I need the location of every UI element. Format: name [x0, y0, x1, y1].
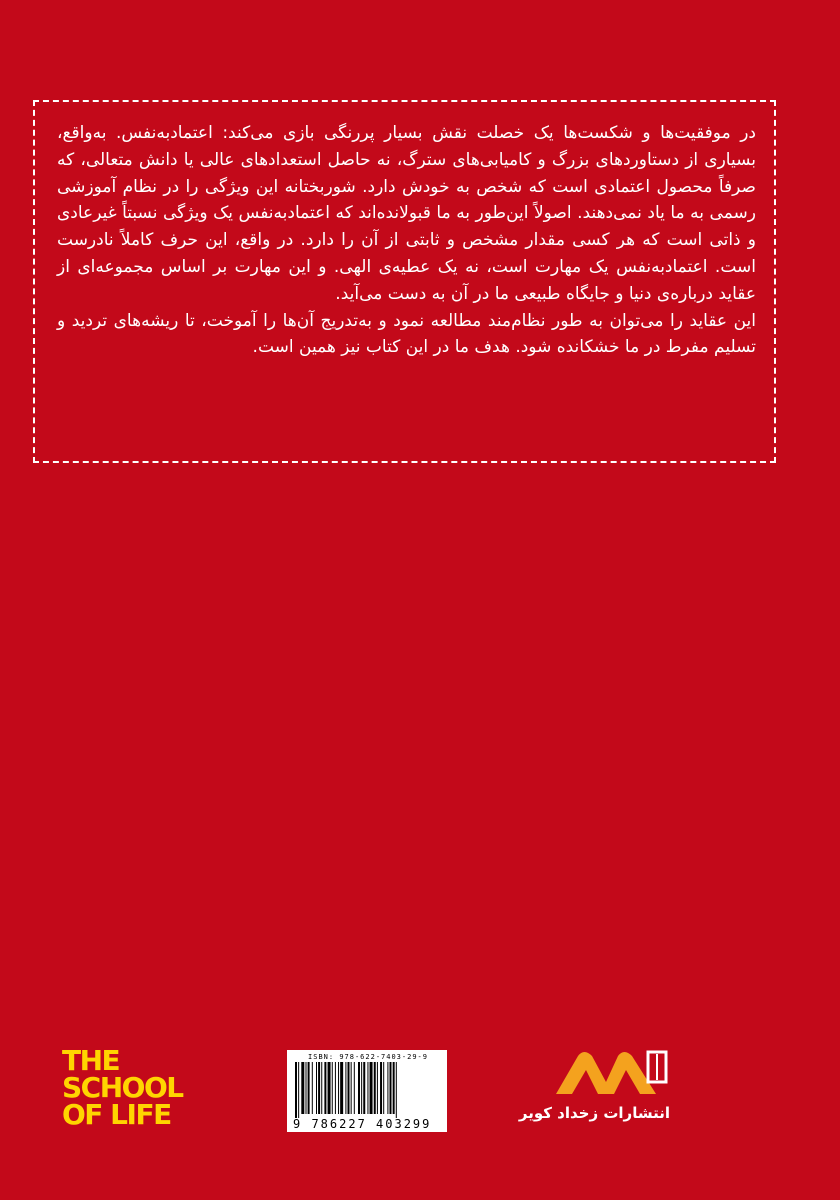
logo-line-1: THE [62, 1044, 120, 1077]
publisher-logo [518, 1042, 670, 1132]
isbn-label: ISBN: 978-622-7403-29-9 [308, 1053, 428, 1061]
back-cover-blurb [57, 120, 756, 361]
publisher-wave-logo-icon [548, 1042, 670, 1102]
the-school-of-life-logo [62, 1044, 183, 1131]
blurb-paragraph-1: در موفقیت‌ها و شکست‌ها یک خصلت نقش بسیار پررنگی بازی می‌کند: اعتمادبه‌نفس. به‌واقع، بسیاری از دستاوردهای بزرگ و کامیابی‌های سترگ، نه حاصل استعدادهای عالی یا دانش متعالی، که صرفاً محصول اعتمادی است که شخص به خودش دارد. شوربختانه این ویژگی را در نظام آموزشی رسمی به ما یاد نمی‌دهند. اصولاً این‌طور به ما قبولانده‌اند که اعتمادبه‌نفس یک ویژگی نسبتاً غیرعادی و ذاتی است که هر کسی مقدار مشخص و ثابتی از آن را دارد. در واقع، این حرف کاملاً نادرست است. اعتمادبه‌نفس یک مهارت است، نه یک عطیه‌ی الهی. و این مهارت بر اساس مجموعه‌ای از عقاید درباره‌ی دنیا و جایگاه طبیعی ما در آن به دست می‌آید. [57, 123, 756, 304]
logo-line-3: OF LIFE [62, 1098, 171, 1131]
publisher-name: انتشارات زخداد کویر [518, 1104, 670, 1122]
blurb-paragraph-2: این عقاید را می‌توان به طور نظام‌مند مطالعه نمود و به‌تدریج آن‌ها را آموخت، تا ریشه‌های تردید و تسلیم مفرط در ما خشکانده شود. هدف ما در این کتاب نیز همین است. [57, 310, 756, 358]
blurb-box [33, 100, 776, 463]
barcode-bars-icon [293, 1062, 443, 1118]
isbn-barcode [287, 1050, 447, 1132]
isbn-digits: 9 786227 403299 [293, 1117, 432, 1131]
logo-line-2: SCHOOL [62, 1071, 183, 1104]
